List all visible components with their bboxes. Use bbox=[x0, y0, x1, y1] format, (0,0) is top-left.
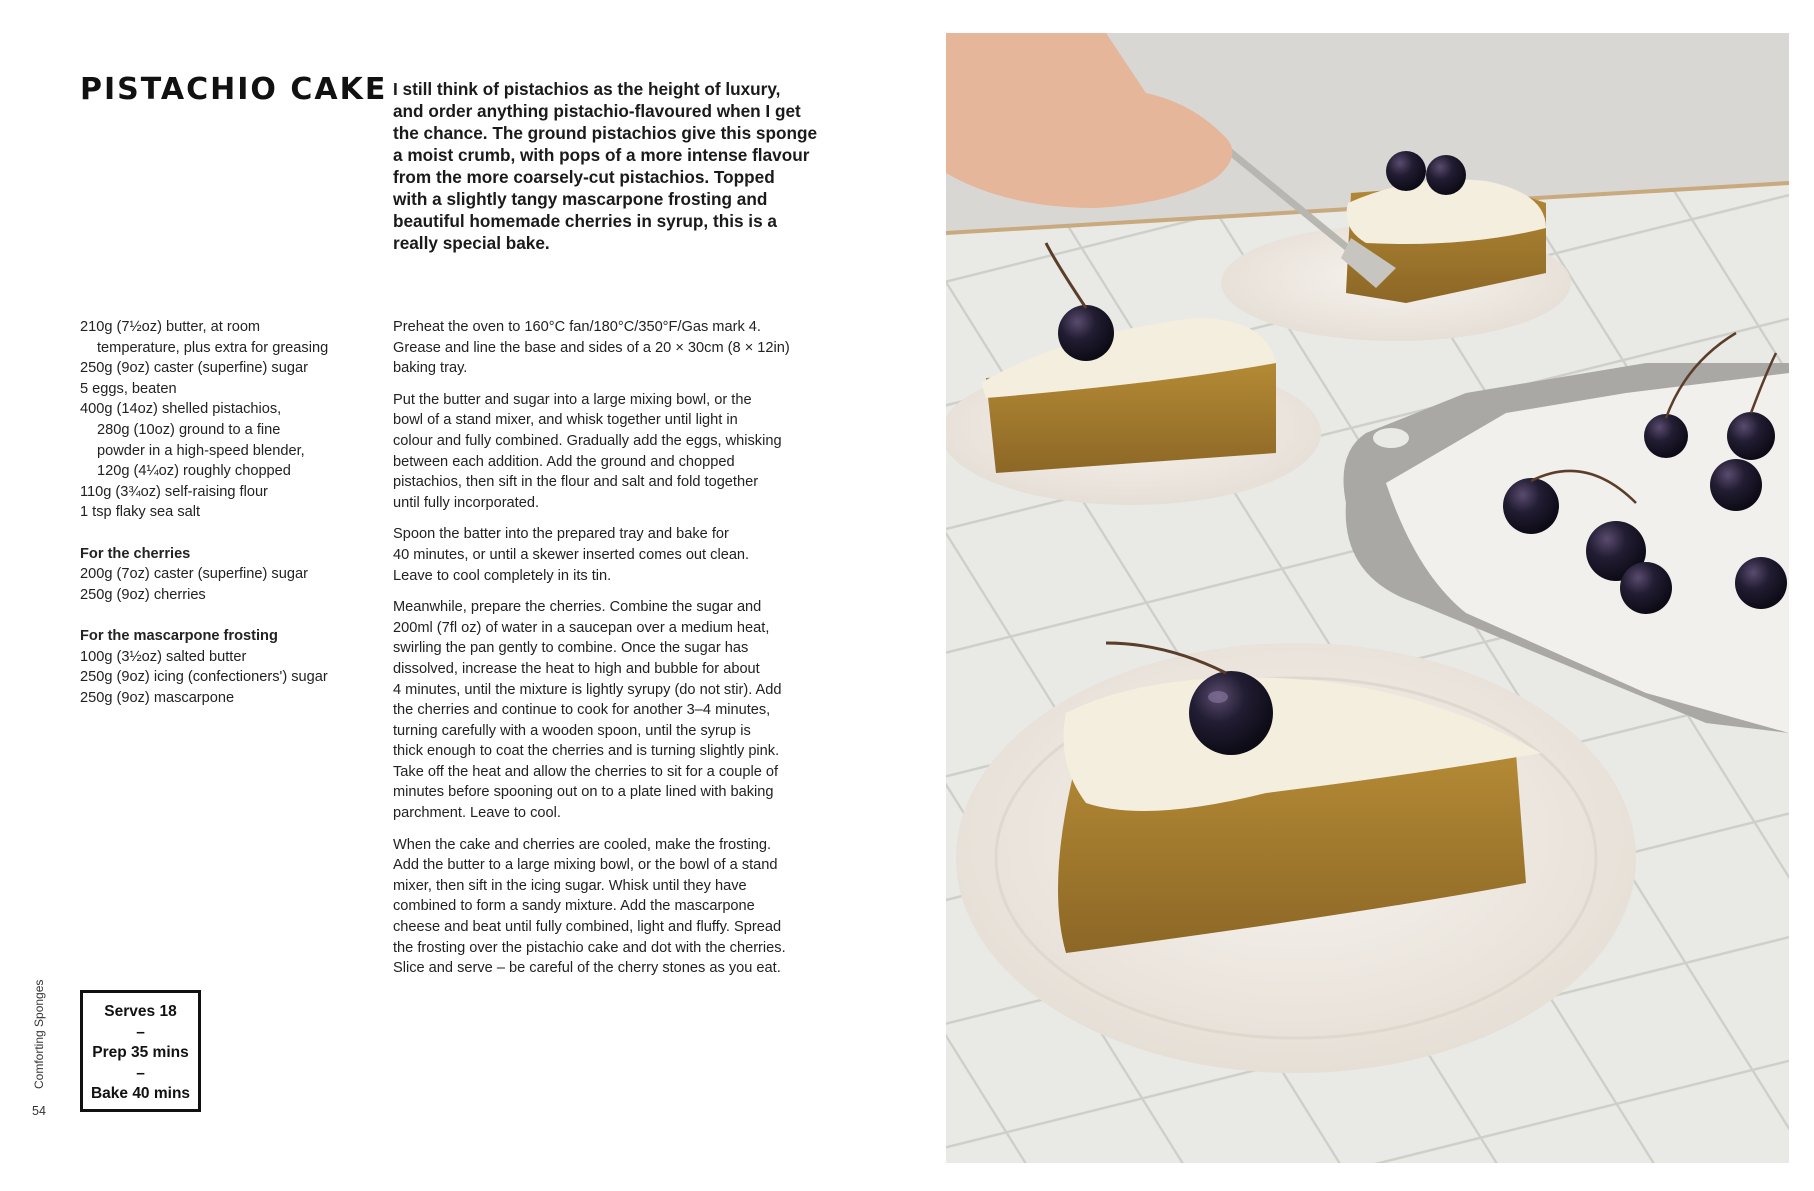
method-line: Slice and serve – be careful of the cherry stones as you eat. bbox=[393, 960, 781, 977]
method-line: Meanwhile, prepare the cherries. Combine the sugar and bbox=[393, 599, 762, 616]
cherry-icon bbox=[1620, 562, 1672, 614]
method-line: pistachios, then sift in the flour and salt and fold together bbox=[393, 474, 759, 491]
ingredient-item: 400g (14oz) shelled pistachios, bbox=[80, 401, 282, 418]
method-line: baking tray. bbox=[393, 360, 468, 377]
intro-line: from the more coarsely-cut pistachios. Topped bbox=[393, 167, 775, 187]
ingredient-subheading-frosting: For the mascarpone frosting bbox=[80, 627, 278, 644]
ingredient-item: 250g (9oz) icing (confectioners') sugar bbox=[80, 669, 328, 686]
board-handle-hole bbox=[1373, 428, 1409, 448]
method-line: swirling the pan gently to combine. Once the sugar has bbox=[393, 640, 749, 657]
ingredient-item: 120g (4¼oz) roughly chopped bbox=[97, 463, 291, 480]
method-line: Grease and line the base and sides of a 20 × 30cm (8 × 12in) bbox=[393, 339, 790, 356]
recipe-title: PISTACHIO CAKE bbox=[80, 72, 388, 107]
method-line: Add the butter to a large mixing bowl, or the bowl of a stand bbox=[393, 857, 778, 874]
intro-line: the chance. The ground pistachios give this sponge bbox=[393, 123, 818, 143]
method-line: parchment. Leave to cool. bbox=[393, 805, 561, 822]
section-label: Comforting Sponges bbox=[32, 979, 46, 1089]
method-line: 40 minutes, or until a skewer inserted comes out clean. bbox=[393, 546, 750, 563]
method-line: until fully incorporated. bbox=[393, 494, 540, 511]
method-line: combined to form a sandy mixture. Add the mascarpone bbox=[393, 898, 755, 915]
cherry-highlight bbox=[1208, 691, 1228, 703]
ingredient-item: 200g (7oz) caster (superfine) sugar bbox=[80, 566, 308, 583]
ingredient-item: 280g (10oz) ground to a fine bbox=[97, 421, 281, 438]
method-line: bowl of a stand mixer, and whisk together until light in bbox=[393, 412, 738, 429]
method-steps bbox=[393, 317, 833, 990]
intro-line: a moist crumb, with pops of a more intense flavour bbox=[393, 145, 810, 165]
cherry-icon bbox=[1058, 305, 1114, 361]
page-number: 54 bbox=[32, 1104, 46, 1118]
method-step bbox=[393, 597, 833, 824]
timing-box bbox=[80, 990, 201, 1112]
ingredient-subheading-cherries: For the cherries bbox=[80, 545, 191, 562]
method-line: Preheat the oven to 160°C fan/180°C/350°F/Gas mark 4. bbox=[393, 319, 761, 335]
bake-time-text: Bake 40 mins bbox=[90, 1085, 191, 1102]
method-step bbox=[393, 835, 833, 979]
method-line: dissolved, increase the heat to high and bubble for about bbox=[393, 660, 760, 677]
ingredient-list bbox=[80, 317, 380, 708]
ingredient-item: 250g (9oz) caster (superfine) sugar bbox=[80, 360, 308, 377]
method-line: 200ml (7fl oz) of water in a saucepan over a medium heat, bbox=[393, 619, 770, 636]
ingredient-item: 250g (9oz) cherries bbox=[80, 586, 206, 603]
ingredient-item: 110g (3¾oz) self-raising flour bbox=[80, 483, 268, 500]
method-line: mixer, then sift in the icing sugar. Whisk until they have bbox=[393, 877, 747, 894]
cake-photo bbox=[946, 33, 1789, 1163]
cherry-icon bbox=[1426, 155, 1466, 195]
ingredient-item: temperature, plus extra for greasing bbox=[97, 339, 329, 356]
method-step bbox=[393, 524, 833, 586]
method-line: minutes before spooning out on to a plate lined with baking bbox=[393, 784, 774, 801]
ingredient-item: 100g (3½oz) salted butter bbox=[80, 648, 247, 665]
method-line: cheese and beat until fully combined, light and fluffy. Spread bbox=[393, 919, 782, 936]
serves-text: Serves 18 bbox=[104, 1003, 177, 1020]
method-line: Put the butter and sugar into a large mixing bowl, or the bbox=[393, 391, 752, 408]
method-step bbox=[393, 390, 833, 514]
cherry-icon bbox=[1735, 557, 1787, 609]
cherry-icon bbox=[1503, 478, 1559, 534]
prep-time-text: Prep 35 mins bbox=[92, 1044, 189, 1061]
timing-dash: – bbox=[136, 1064, 145, 1082]
method-line: Take off the heat and allow the cherries to sit for a couple of bbox=[393, 763, 779, 780]
method-line: turning carefully with a wooden spoon, until the syrup is bbox=[393, 722, 751, 739]
intro-line: really special bake. bbox=[393, 233, 550, 253]
intro-line: with a slightly tangy mascarpone frosting and bbox=[393, 189, 768, 209]
cherry-icon bbox=[1727, 412, 1775, 460]
cherry-icon bbox=[1386, 151, 1426, 191]
recipe-intro bbox=[393, 78, 843, 254]
method-line: Spoon the batter into the prepared tray and bake for bbox=[393, 526, 729, 543]
ingredient-item: 210g (7½oz) butter, at room bbox=[80, 319, 261, 335]
method-line: the frosting over the pistachio cake and dot with the cherries. bbox=[393, 939, 786, 956]
intro-line: I still think of pistachios as the height of luxury, bbox=[393, 79, 781, 99]
method-line: 4 minutes, until the mixture is lightly syrupy (do not stir). Add bbox=[393, 681, 782, 698]
timing-dash: – bbox=[136, 1023, 145, 1041]
method-line: When the cake and cherries are cooled, make the frosting. bbox=[393, 836, 772, 853]
intro-line: beautiful homemade cherries in syrup, this is a bbox=[393, 211, 777, 231]
method-line: colour and fully combined. Gradually add the eggs, whisking bbox=[393, 432, 782, 449]
ingredient-item: powder in a high-speed blender, bbox=[97, 442, 305, 459]
method-line: the cherries and continue to cook for another 3–4 minutes, bbox=[393, 702, 771, 719]
cherry-icon bbox=[1189, 671, 1273, 755]
method-step bbox=[393, 317, 833, 379]
intro-line: and order anything pistachio-flavoured when I get bbox=[393, 101, 801, 121]
ingredient-item: 1 tsp flaky sea salt bbox=[80, 504, 201, 521]
cherry-icon bbox=[1710, 459, 1762, 511]
method-line: between each addition. Add the ground and chopped bbox=[393, 453, 735, 470]
ingredient-item: 5 eggs, beaten bbox=[80, 380, 177, 397]
method-line: thick enough to coat the cherries and is turning slightly pink. bbox=[393, 743, 780, 760]
method-line: Leave to cool completely in its tin. bbox=[393, 567, 612, 584]
ingredient-item: 250g (9oz) mascarpone bbox=[80, 689, 235, 706]
cherry-icon bbox=[1644, 414, 1688, 458]
